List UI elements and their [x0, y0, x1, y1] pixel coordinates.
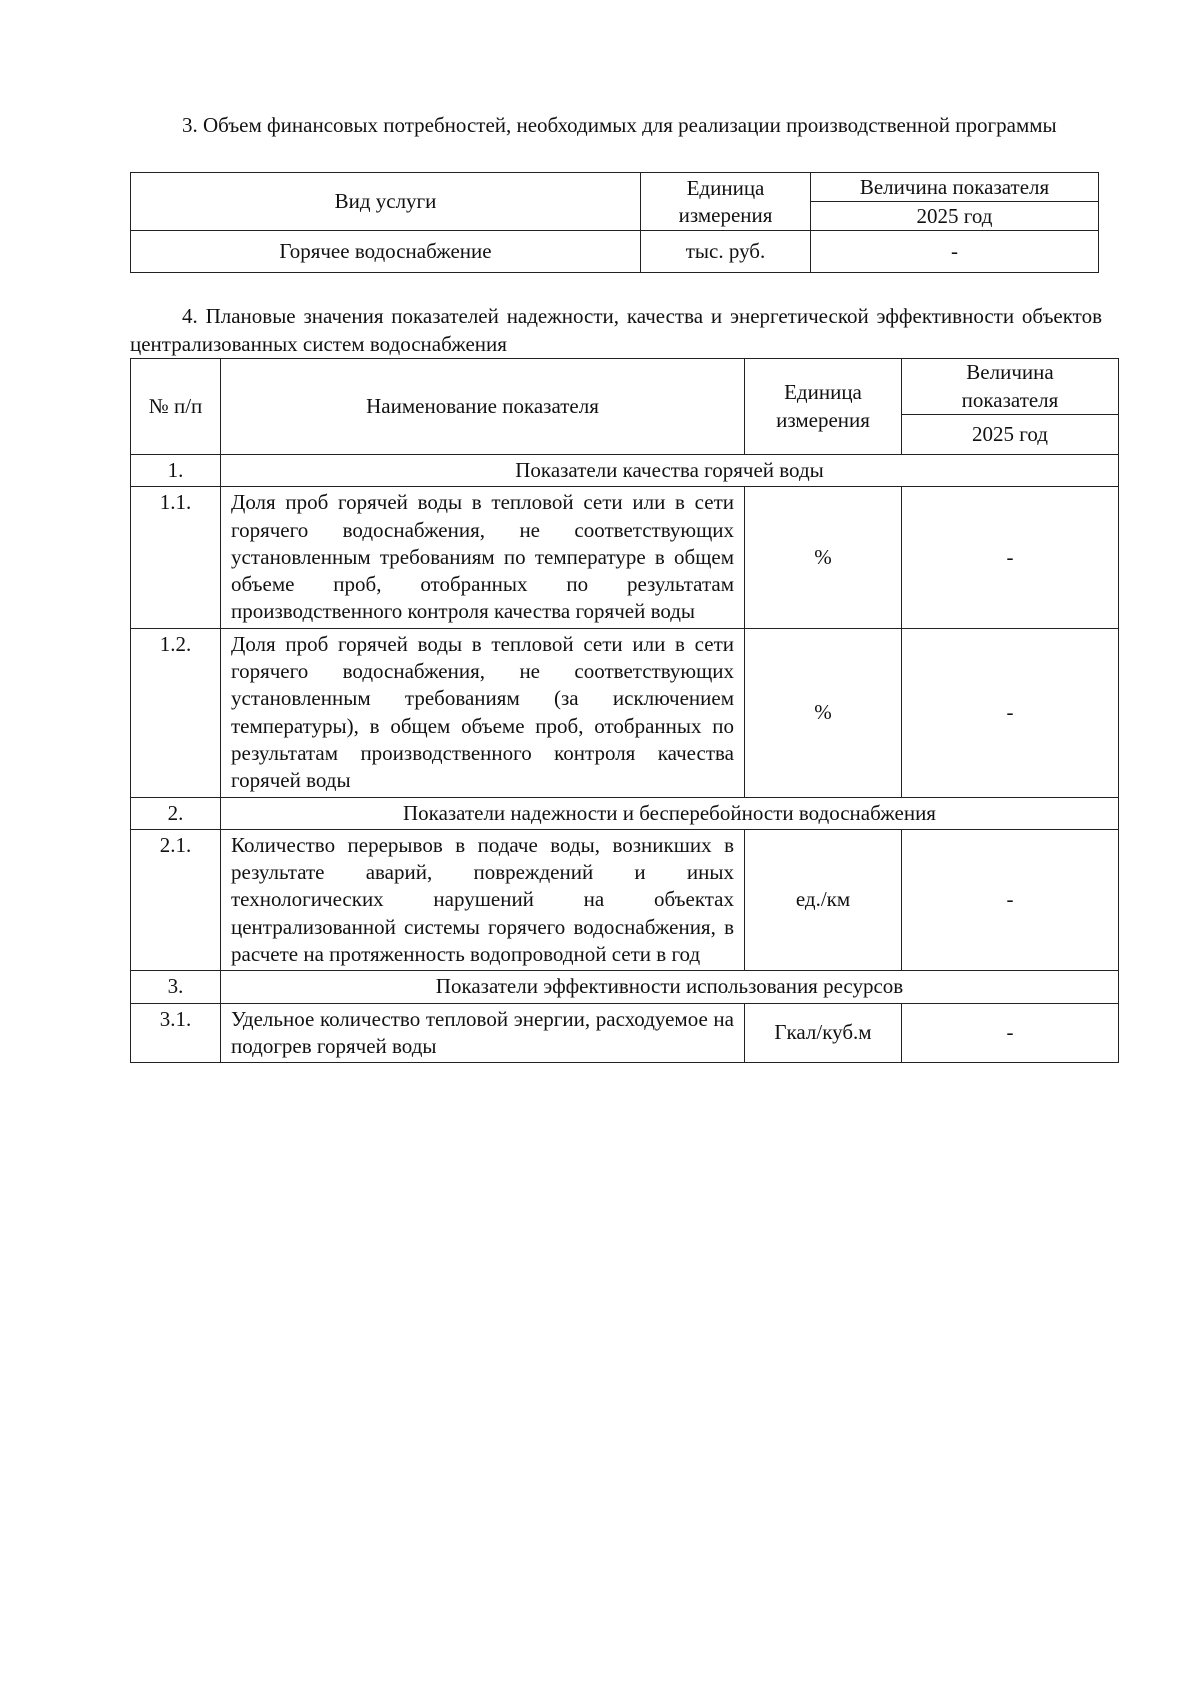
unit-cell: ед./км [745, 829, 902, 970]
financial-needs-body [131, 173, 1099, 273]
indicators-table [130, 358, 1119, 1063]
value-cell: - [811, 231, 1099, 273]
header-service: Вид услуги [131, 173, 641, 231]
value-cell: - [902, 628, 1119, 797]
row-number: 3. [131, 971, 221, 1003]
header-unit: Единица измерения [641, 173, 811, 231]
unit-cell: Гкал/куб.м [745, 1003, 902, 1063]
row-number: 3.1. [131, 1003, 221, 1063]
unit-cell: % [745, 628, 902, 797]
section-name: Показатели надежности и бесперебойности водоснабжения [221, 797, 1119, 829]
service-cell: Горячее водоснабжение [131, 231, 641, 273]
financial-needs-table [130, 172, 1099, 273]
value-cell: - [902, 829, 1119, 970]
table-row [131, 487, 1119, 628]
section-3-title: 3. Объем финансовых потребностей, необходимых для реализации производственной программы [182, 113, 1057, 137]
unit-cell: тыс. руб. [641, 231, 811, 273]
header-indicator-name: Наименование показателя [221, 359, 745, 455]
value-cell: - [902, 1003, 1119, 1063]
value-cell: - [902, 487, 1119, 628]
indicator-name: Количество перерывов в подаче воды, возникших в результате аварий, повреждений и иных технологических нарушений на объектах централизованной системы горячего водоснабжения, в расчете на протяженность водопроводной сети в год [221, 829, 745, 970]
unit-cell: % [745, 487, 902, 628]
indicator-name: Доля проб горячей воды в тепловой сети или в сети горячего водоснабжения, не соответствующих установленным требованиям по температуре в общем объеме проб, отобранных по результатам производственного контроля качества горячей воды [221, 487, 745, 628]
section-name: Показатели эффективности использования ресурсов [221, 971, 1119, 1003]
header-unit: Единица измерения [745, 359, 902, 455]
section-row [131, 455, 1119, 487]
section-row [131, 797, 1119, 829]
table-row [131, 1003, 1119, 1063]
section-name: Показатели качества горячей воды [221, 455, 1119, 487]
header-year: 2025 год [811, 202, 1099, 231]
header-value: Величина показателя [902, 359, 1119, 415]
table-row [131, 628, 1119, 797]
row-number: 1.2. [131, 628, 221, 797]
row-number: 1. [131, 455, 221, 487]
header-number: № п/п [131, 359, 221, 455]
indicators-body [131, 455, 1119, 1063]
row-number: 2.1. [131, 829, 221, 970]
row-number: 1.1. [131, 487, 221, 628]
indicator-name: Доля проб горячей воды в тепловой сети или в сети горячего водоснабжения, не соответствующих установленным требованиям (за исключением температуры), в общем объеме проб, отобранных по результатам производственного контроля качества горячей воды [221, 628, 745, 797]
section-row [131, 971, 1119, 1003]
table-row [131, 231, 1099, 273]
header-value: Величина показателя [811, 173, 1099, 202]
row-number: 2. [131, 797, 221, 829]
header-year: 2025 год [902, 415, 1119, 455]
indicators-header [131, 359, 1119, 455]
indicator-name: Удельное количество тепловой энергии, расходуемое на подогрев горячей воды [221, 1003, 745, 1063]
table-row [131, 829, 1119, 970]
section-4-title: 4. Плановые значения показателей надежности, качества и энергетической эффективности объектов централизованных систем водоснабжения [130, 304, 1102, 356]
